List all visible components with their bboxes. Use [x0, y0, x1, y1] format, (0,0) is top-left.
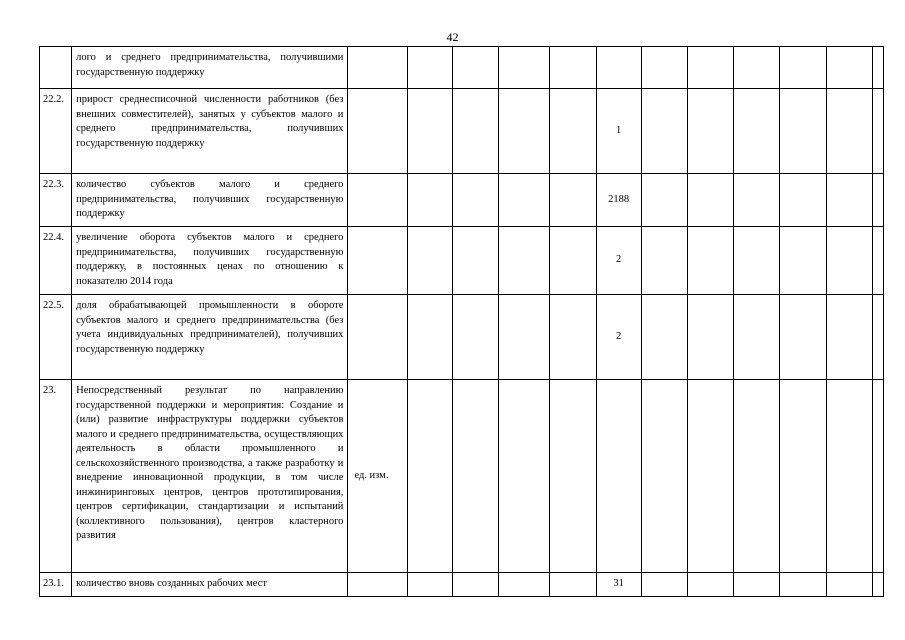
empty-cell [407, 89, 452, 174]
row-unit [348, 295, 407, 380]
empty-cell [499, 174, 550, 227]
table-row [40, 380, 884, 573]
empty-cell [641, 89, 687, 174]
empty-cell [872, 47, 883, 89]
empty-cell [734, 295, 780, 380]
empty-cell [734, 227, 780, 295]
page-number: 42 [446, 30, 459, 44]
row-unit [348, 573, 407, 597]
empty-cell [641, 47, 687, 89]
row-description: доля обрабатывающей промышленности в обороте субъектов малого и среднего предпринимательства (без учета индивидуальных предпринимателей), получивших государственную поддержку [72, 295, 348, 380]
empty-cell [550, 174, 596, 227]
empty-cell [407, 174, 452, 227]
row-description: количество субъектов малого и среднего предпринимательства, получивших государственную поддержку [72, 174, 348, 227]
row-value: 2188 [596, 174, 641, 227]
row-number: 23. [40, 380, 72, 573]
empty-cell [734, 380, 780, 573]
row-description: количество вновь созданных рабочих мест [72, 573, 348, 597]
empty-cell [872, 227, 883, 295]
row-number [40, 47, 72, 89]
empty-cell [499, 573, 550, 597]
empty-cell [734, 573, 780, 597]
row-description: прирост среднесписочной численности работников (без внешних совместителей), занятых у субъектов малого и среднего предпринимательства, получивших государственную поддержку [72, 89, 348, 174]
empty-cell [826, 573, 872, 597]
row-unit [348, 227, 407, 295]
row-value: 1 [596, 89, 641, 174]
table-row [40, 295, 884, 380]
empty-cell [407, 380, 452, 573]
row-unit [348, 47, 407, 89]
empty-cell [452, 47, 498, 89]
row-value: 2 [596, 295, 641, 380]
empty-cell [641, 295, 687, 380]
empty-cell [688, 295, 734, 380]
row-number: 22.4. [40, 227, 72, 295]
empty-cell [734, 89, 780, 174]
empty-cell [641, 174, 687, 227]
table-row [40, 174, 884, 227]
empty-cell [826, 380, 872, 573]
empty-cell [550, 573, 596, 597]
empty-cell [499, 89, 550, 174]
empty-cell [826, 174, 872, 227]
empty-cell [452, 227, 498, 295]
empty-cell [407, 47, 452, 89]
table-row [40, 227, 884, 295]
table-row [40, 573, 884, 597]
empty-cell [688, 174, 734, 227]
empty-cell [872, 174, 883, 227]
empty-cell [641, 380, 687, 573]
empty-cell [499, 380, 550, 573]
empty-cell [780, 573, 826, 597]
empty-cell [872, 89, 883, 174]
empty-cell [688, 227, 734, 295]
empty-cell [641, 227, 687, 295]
row-description: увеличение оборота субъектов малого и среднего предпринимательства, получивших государственную поддержку, в постоянных ценах по отношению к показателю 2014 года [72, 227, 348, 295]
row-unit [348, 174, 407, 227]
row-number: 22.3. [40, 174, 72, 227]
row-value: 31 [596, 573, 641, 597]
empty-cell [734, 47, 780, 89]
empty-cell [550, 227, 596, 295]
indicators-table [39, 46, 884, 597]
row-description: лого и среднего предпринимательства, получившими государственную поддержку [72, 47, 348, 89]
table-row [40, 47, 884, 89]
empty-cell [780, 380, 826, 573]
empty-cell [826, 295, 872, 380]
empty-cell [452, 174, 498, 227]
empty-cell [780, 295, 826, 380]
row-unit: ед. изм. [348, 380, 407, 573]
row-value [596, 380, 641, 573]
row-number: 23.1. [40, 573, 72, 597]
row-value [596, 47, 641, 89]
empty-cell [452, 573, 498, 597]
row-number: 22.5. [40, 295, 72, 380]
empty-cell [688, 573, 734, 597]
empty-cell [550, 89, 596, 174]
empty-cell [688, 47, 734, 89]
empty-cell [452, 380, 498, 573]
empty-cell [688, 89, 734, 174]
empty-cell [780, 89, 826, 174]
empty-cell [780, 174, 826, 227]
empty-cell [780, 227, 826, 295]
empty-cell [499, 47, 550, 89]
empty-cell [407, 573, 452, 597]
empty-cell [872, 295, 883, 380]
empty-cell [550, 295, 596, 380]
empty-cell [826, 227, 872, 295]
empty-cell [499, 227, 550, 295]
row-value: 2 [596, 227, 641, 295]
empty-cell [407, 227, 452, 295]
empty-cell [452, 89, 498, 174]
empty-cell [452, 295, 498, 380]
empty-cell [826, 89, 872, 174]
empty-cell [407, 295, 452, 380]
empty-cell [641, 573, 687, 597]
row-description: Непосредственный результат по направлению государственной поддержки и мероприятия: Создание и (или) развитие инфраструктуры поддержки субъектов малого и среднего предпринимательства, осуществляющих деятельность в области промышленного и сельскохозяйственного производства, а также разработку и внедрение инновационной продукции, в том числе инжиниринговых центров, центров прототипирования, центров сертификации, стандартизации и испытаний (коллективного пользования), центров кластерного развития [72, 380, 348, 573]
row-unit [348, 89, 407, 174]
empty-cell [550, 47, 596, 89]
empty-cell [550, 380, 596, 573]
empty-cell [872, 380, 883, 573]
empty-cell [688, 380, 734, 573]
empty-cell [734, 174, 780, 227]
empty-cell [499, 295, 550, 380]
row-number: 22.2. [40, 89, 72, 174]
empty-cell [780, 47, 826, 89]
empty-cell [826, 47, 872, 89]
empty-cell [872, 573, 883, 597]
table-row [40, 89, 884, 174]
